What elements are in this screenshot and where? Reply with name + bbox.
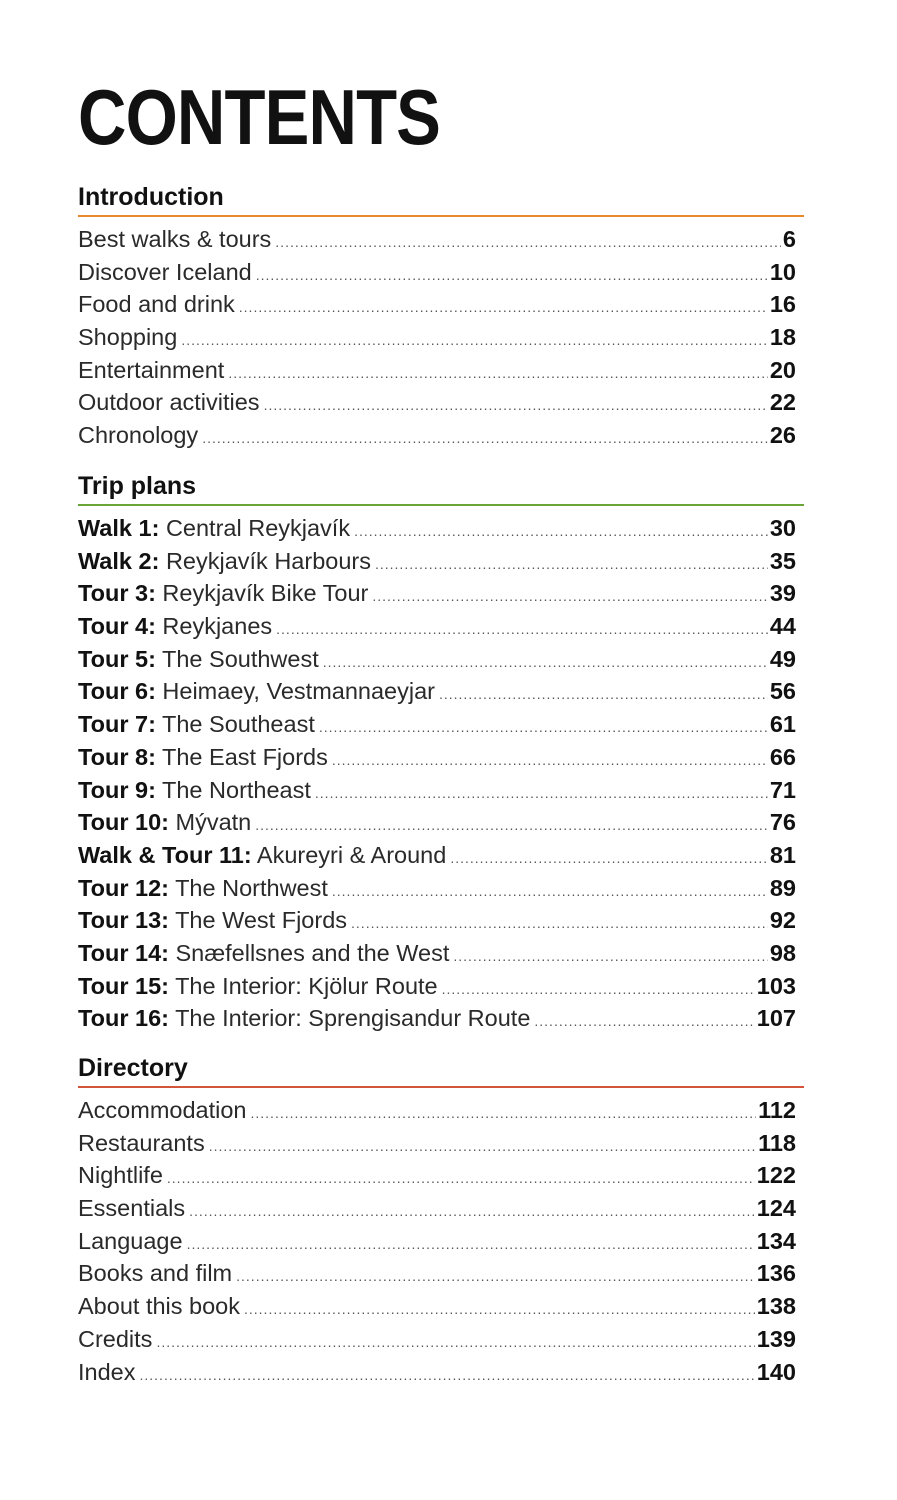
entry-title: Essentials bbox=[78, 1195, 186, 1222]
entry-page-number: 81 bbox=[769, 841, 796, 868]
leader-dots bbox=[255, 809, 768, 842]
section-heading-trip-plans: Trip plans bbox=[78, 470, 804, 506]
leader-dots bbox=[264, 389, 768, 422]
entry-title: About this book bbox=[78, 1293, 240, 1320]
leader-dots bbox=[534, 1005, 754, 1038]
directory-entries bbox=[78, 1094, 804, 1388]
entry-page-number: 35 bbox=[769, 547, 796, 574]
section-introduction bbox=[78, 181, 804, 452]
toc-entry[interactable] bbox=[78, 1127, 804, 1160]
toc-entry[interactable] bbox=[78, 386, 804, 419]
leader-dots bbox=[315, 777, 768, 810]
introduction-entries bbox=[78, 223, 804, 452]
entry-prefix: Walk & Tour 11: bbox=[78, 841, 252, 868]
entry-title: The Interior: Sprengisandur Route bbox=[175, 1005, 531, 1032]
entry-page-number: 136 bbox=[756, 1260, 796, 1287]
entry-prefix: Tour 10: bbox=[78, 809, 169, 836]
toc-entry[interactable] bbox=[78, 354, 804, 387]
leader-dots bbox=[156, 1326, 754, 1359]
entry-page-number: 103 bbox=[756, 972, 796, 999]
toc-entry[interactable] bbox=[78, 288, 804, 321]
entry-title: Reykjavík Bike Tour bbox=[162, 580, 369, 607]
toc-entry[interactable] bbox=[78, 806, 804, 839]
leader-dots bbox=[450, 842, 768, 875]
entry-prefix: Tour 15: bbox=[78, 972, 169, 999]
toc-entry[interactable] bbox=[78, 708, 804, 741]
toc-entry[interactable] bbox=[78, 643, 804, 676]
toc-entry[interactable] bbox=[78, 419, 804, 452]
entry-prefix: Tour 13: bbox=[78, 907, 169, 934]
toc-entry[interactable] bbox=[78, 223, 804, 256]
entry-page-number: 22 bbox=[769, 389, 796, 416]
entry-page-number: 26 bbox=[769, 422, 796, 449]
leader-dots bbox=[351, 907, 768, 940]
entry-title: The Northwest bbox=[175, 874, 328, 901]
leader-dots bbox=[354, 515, 768, 548]
page-title: CONTENTS bbox=[78, 73, 441, 161]
entry-title: Accommodation bbox=[78, 1097, 247, 1123]
leader-dots bbox=[319, 711, 768, 744]
leader-dots bbox=[332, 875, 768, 908]
leader-dots bbox=[375, 548, 768, 581]
entry-prefix: Tour 8: bbox=[78, 743, 156, 770]
entry-page-number: 71 bbox=[769, 776, 796, 803]
section-heading-introduction: Introduction bbox=[78, 181, 804, 217]
leader-dots bbox=[167, 1162, 755, 1195]
toc-entry[interactable] bbox=[78, 1323, 804, 1356]
leader-dots bbox=[187, 1228, 755, 1261]
entry-prefix: Tour 5: bbox=[78, 645, 156, 672]
leader-dots bbox=[332, 744, 768, 777]
leader-dots bbox=[140, 1359, 755, 1392]
entry-title: The Interior: Kjölur Route bbox=[175, 972, 438, 999]
toc-entry[interactable] bbox=[78, 1159, 804, 1192]
toc-entry[interactable] bbox=[78, 675, 804, 708]
entry-page-number: 16 bbox=[769, 291, 796, 318]
entry-title: The West Fjords bbox=[175, 907, 348, 934]
toc-entry[interactable] bbox=[78, 839, 804, 872]
entry-page-number: 49 bbox=[769, 645, 796, 672]
leader-dots bbox=[275, 226, 781, 259]
toc-entry[interactable] bbox=[78, 1192, 804, 1225]
entry-title: Nightlife bbox=[78, 1162, 163, 1189]
entry-prefix: Tour 6: bbox=[78, 678, 156, 705]
entry-page-number: 134 bbox=[756, 1227, 796, 1254]
toc-entry[interactable] bbox=[78, 774, 804, 807]
toc-entry[interactable] bbox=[78, 1356, 804, 1389]
leader-dots bbox=[453, 940, 767, 973]
entry-page-number: 124 bbox=[756, 1195, 796, 1222]
entry-prefix: Tour 14: bbox=[78, 939, 169, 966]
toc-entry[interactable] bbox=[78, 1094, 804, 1127]
entry-title: Heimaey, Vestmannaeyjar bbox=[162, 678, 435, 705]
leader-dots bbox=[251, 1097, 757, 1130]
leader-dots bbox=[209, 1130, 756, 1163]
entry-title: Snæfellsnes and the West bbox=[175, 939, 450, 966]
entry-title: Food and drink bbox=[78, 291, 235, 318]
entry-page-number: 61 bbox=[769, 711, 796, 738]
entry-title: Restaurants bbox=[78, 1129, 205, 1156]
leader-dots bbox=[442, 973, 755, 1006]
entry-page-number: 10 bbox=[769, 258, 796, 285]
entry-title: Outdoor activities bbox=[78, 389, 260, 416]
entry-prefix: Walk 1: bbox=[78, 515, 160, 541]
entry-title: Reykjavík Harbours bbox=[165, 547, 371, 574]
entry-page-number: 20 bbox=[769, 356, 796, 383]
entry-title: Index bbox=[78, 1358, 136, 1385]
entry-page-number: 56 bbox=[769, 678, 796, 705]
entry-page-number: 66 bbox=[769, 743, 796, 770]
toc-entry[interactable] bbox=[78, 1002, 804, 1035]
leader-dots bbox=[228, 357, 768, 390]
leader-dots bbox=[239, 291, 768, 324]
toc-entry[interactable] bbox=[78, 1257, 804, 1290]
entry-prefix: Tour 9: bbox=[78, 776, 156, 803]
toc-entry[interactable] bbox=[78, 610, 804, 643]
toc-entry[interactable] bbox=[78, 1290, 804, 1323]
toc-entry[interactable] bbox=[78, 1225, 804, 1258]
entry-title: Chronology bbox=[78, 422, 199, 449]
entry-title: Discover Iceland bbox=[78, 258, 252, 285]
entry-page-number: 92 bbox=[769, 907, 796, 934]
toc-entry[interactable] bbox=[78, 321, 804, 354]
entry-page-number: 140 bbox=[756, 1358, 796, 1385]
entry-page-number: 107 bbox=[756, 1005, 796, 1032]
leader-dots bbox=[236, 1260, 755, 1293]
entry-title: Credits bbox=[78, 1325, 153, 1352]
leader-dots bbox=[181, 324, 768, 357]
toc-entry[interactable] bbox=[78, 741, 804, 774]
leader-dots bbox=[323, 646, 768, 679]
leader-dots bbox=[276, 613, 768, 646]
entry-prefix: Tour 3: bbox=[78, 580, 156, 607]
toc-entry[interactable] bbox=[78, 937, 804, 970]
entry-title: Entertainment bbox=[78, 356, 225, 383]
entry-title: Best walks & tours bbox=[78, 226, 272, 252]
trip-plans-entries bbox=[78, 512, 804, 1035]
entry-title: Shopping bbox=[78, 324, 178, 351]
entry-page-number: 98 bbox=[769, 939, 796, 966]
section-heading-directory: Directory bbox=[78, 1052, 804, 1088]
section-directory bbox=[78, 1052, 804, 1388]
entry-title: Language bbox=[78, 1227, 183, 1254]
entry-title: The Southwest bbox=[162, 645, 319, 672]
toc-entry[interactable] bbox=[78, 545, 804, 578]
entry-title: The Northeast bbox=[162, 776, 311, 803]
entry-page-number: 138 bbox=[756, 1293, 796, 1320]
entry-title: Mývatn bbox=[175, 809, 252, 836]
entry-title: Reykjanes bbox=[162, 613, 273, 640]
leader-dots bbox=[439, 678, 768, 711]
entry-title: Books and film bbox=[78, 1260, 233, 1287]
entry-page-number: 44 bbox=[769, 613, 796, 640]
entry-title: The East Fjords bbox=[162, 743, 328, 770]
toc-entry[interactable] bbox=[78, 904, 804, 937]
entry-page-number: 39 bbox=[769, 580, 796, 607]
entry-prefix: Tour 7: bbox=[78, 711, 156, 738]
toc-entry[interactable] bbox=[78, 256, 804, 289]
leader-dots bbox=[372, 580, 768, 613]
toc-entry[interactable] bbox=[78, 512, 804, 545]
entry-page-number: 6 bbox=[782, 226, 796, 252]
entry-prefix: Tour 4: bbox=[78, 613, 156, 640]
toc-entry[interactable] bbox=[78, 577, 804, 610]
entry-page-number: 122 bbox=[756, 1162, 796, 1189]
leader-dots bbox=[189, 1195, 755, 1228]
entry-page-number: 76 bbox=[769, 809, 796, 836]
toc-entry[interactable] bbox=[78, 970, 804, 1003]
entry-page-number: 139 bbox=[756, 1325, 796, 1352]
entry-page-number: 18 bbox=[769, 324, 796, 351]
entry-prefix: Tour 16: bbox=[78, 1005, 169, 1032]
entry-title: Central Reykjavík bbox=[165, 515, 351, 541]
entry-page-number: 89 bbox=[769, 874, 796, 901]
toc-entry[interactable] bbox=[78, 872, 804, 905]
entry-title: The Southeast bbox=[162, 711, 315, 738]
entry-prefix: Tour 12: bbox=[78, 874, 169, 901]
leader-dots bbox=[244, 1293, 755, 1326]
entry-prefix: Walk 2: bbox=[78, 547, 160, 574]
entry-page-number: 118 bbox=[758, 1129, 796, 1156]
leader-dots bbox=[202, 422, 768, 455]
entry-page-number: 112 bbox=[758, 1097, 796, 1123]
entry-title: Akureyri & Around bbox=[256, 841, 447, 868]
leader-dots bbox=[256, 259, 768, 292]
entry-page-number: 30 bbox=[769, 515, 796, 541]
section-trip-plans bbox=[78, 470, 804, 1035]
